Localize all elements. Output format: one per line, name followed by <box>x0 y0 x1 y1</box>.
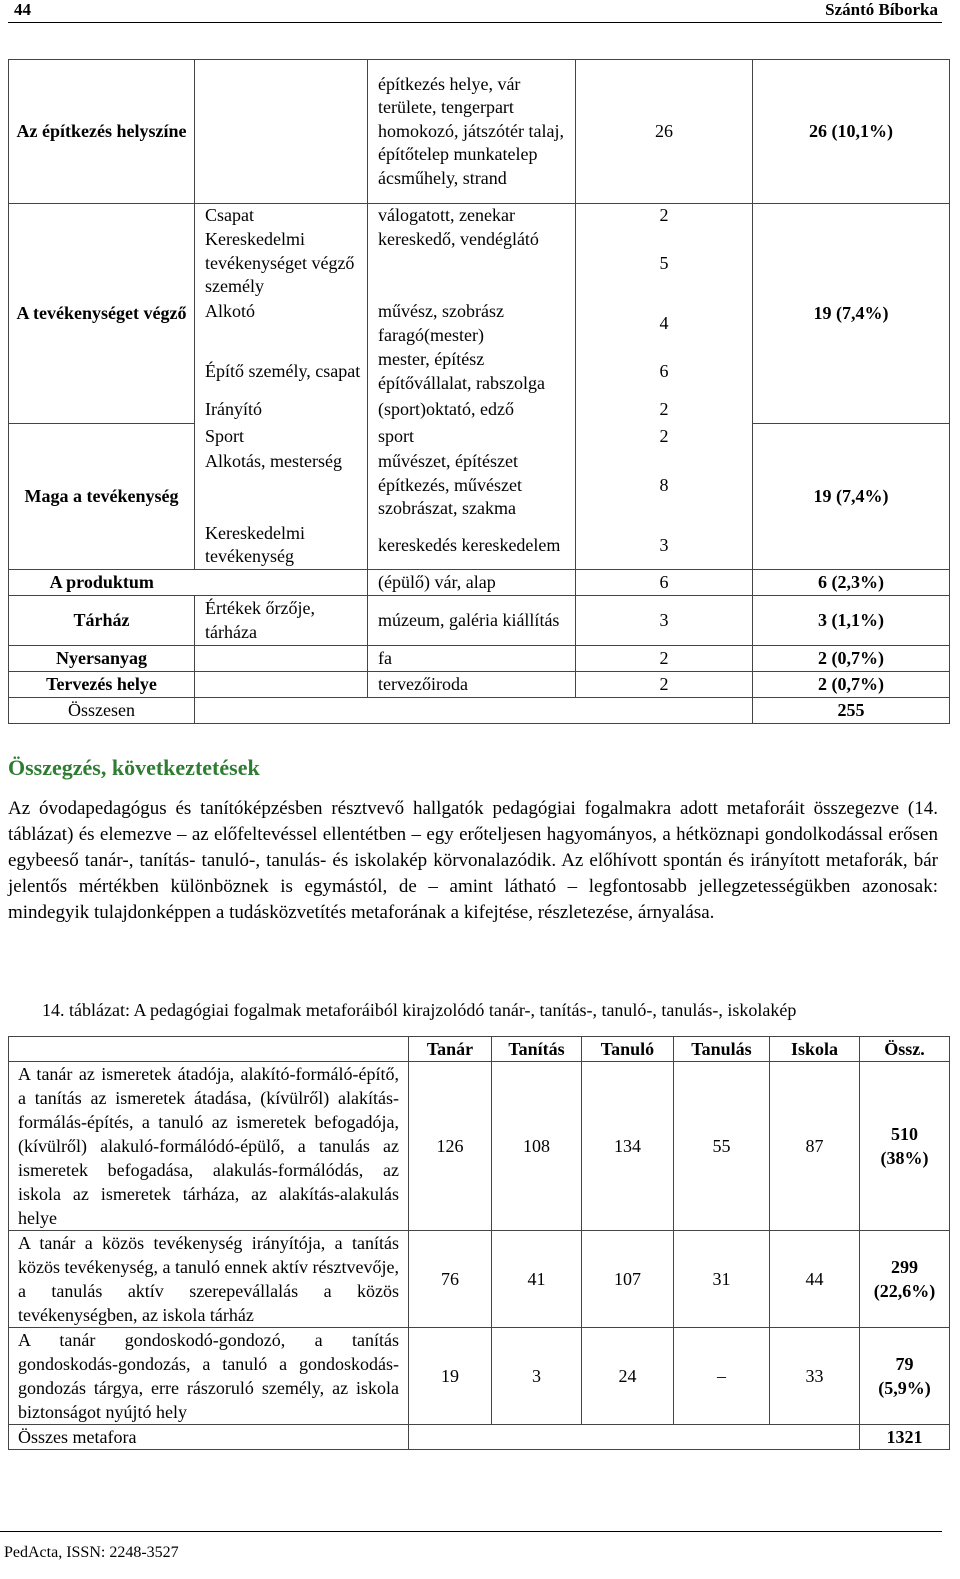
sum-percent: (38%) <box>880 1148 929 1168</box>
total-cell: 19 (7,4%) <box>753 204 950 424</box>
category-cell: Az építkezés helyszíne <box>9 60 195 204</box>
examples-cell: tervezőiroda <box>368 672 576 698</box>
sum-label: Összesen <box>9 698 195 724</box>
count-cell: 2 <box>576 424 753 450</box>
examples-cell: kereskedő, vendéglátó <box>368 228 576 300</box>
examples-cell: mester, építész építővállalat, rabszolga <box>368 348 576 396</box>
count-cell: 4 <box>576 300 753 348</box>
value-cell: – <box>674 1328 770 1425</box>
table-row <box>9 1231 950 1328</box>
category-cell: Maga a tevékenység <box>9 424 195 570</box>
table-row <box>9 672 950 698</box>
table-row <box>9 424 950 450</box>
subcategory-cell <box>195 672 368 698</box>
table-row <box>9 204 950 228</box>
category-cell: A produktum <box>9 570 195 596</box>
subcategory-cell: Csapat <box>195 204 368 228</box>
sum-value: 79 <box>895 1354 914 1374</box>
subcategory-cell <box>195 60 368 204</box>
total-cell: 19 (7,4%) <box>753 424 950 570</box>
sum-percent: (5,9%) <box>878 1378 931 1398</box>
subcategory-cell: Alkotó <box>195 300 368 348</box>
value-cell: 24 <box>582 1328 674 1425</box>
category-cell: Tervezés helye <box>9 672 195 698</box>
sum-cell <box>860 1062 950 1231</box>
table-row <box>9 596 950 646</box>
value-cell: 44 <box>770 1231 860 1328</box>
page-number: 44 <box>14 0 31 19</box>
footer-text: PedActa, ISSN: 2248-3527 <box>4 1544 179 1561</box>
header-tanar: Tanár <box>409 1037 492 1062</box>
total-cell: 2 (0,7%) <box>753 646 950 672</box>
header-ossz: Össz. <box>860 1037 950 1062</box>
value-cell: 41 <box>492 1231 582 1328</box>
category-cell: Nyersanyag <box>9 646 195 672</box>
value-cell: 19 <box>409 1328 492 1425</box>
examples-cell: művészet, építészet építkezés, művészet szobrászat, szakma <box>368 450 576 522</box>
count-cell: 3 <box>576 522 753 570</box>
total-cell: 2 (0,7%) <box>753 672 950 698</box>
header-tanitas: Tanítás <box>492 1037 582 1062</box>
metaphor-category-table <box>8 59 950 724</box>
count-cell: 2 <box>576 672 753 698</box>
total-label: Összes metafora <box>9 1425 409 1450</box>
total-value: 1321 <box>860 1425 950 1450</box>
subcategory-cell: Alkotás, mesterség <box>195 450 368 522</box>
value-cell: 108 <box>492 1062 582 1231</box>
sum-value: 299 <box>891 1257 918 1277</box>
row-description: A tanár az ismeretek átadója, alakító-formáló-építő, a tanítás az ismeretek átadása, (kívülről) alakítás-formálás-építés, a tanuló az ismeretek befogadója, (kívülről) alakuló-formálódó-épülő, a tanulás az ismeretek befogadása, alakulás-formálódás, az iskola az ismeretek tárháza, az alakítás-alakulás helye <box>9 1062 409 1231</box>
table-row <box>9 646 950 672</box>
table-row <box>9 570 950 596</box>
value-cell: 55 <box>674 1062 770 1231</box>
subcategory-cell: Építő személy, csapat <box>195 348 368 396</box>
table-row-total <box>9 1425 950 1450</box>
sum-percent: (22,6%) <box>873 1281 936 1301</box>
subcategory-cell: Irányító <box>195 396 368 424</box>
page-header <box>8 0 942 23</box>
value-cell: 107 <box>582 1231 674 1328</box>
table-caption: 14. táblázat: A pedagógiai fogalmak metaforáiból kirajzolódó tanár-, tanítás-, tanuló-, tanulás-, iskolakép <box>42 1000 797 1020</box>
value-cell: 126 <box>409 1062 492 1231</box>
sum-cell <box>860 1328 950 1425</box>
header-row <box>9 1037 950 1062</box>
examples-cell: válogatott, zenekar <box>368 204 576 228</box>
header-tanulas: Tanulás <box>674 1037 770 1062</box>
subcategory-cell: Kereskedelmi tevékenységet végző személy <box>195 228 368 300</box>
count-cell: 2 <box>576 396 753 424</box>
category-cell: Tárház <box>9 596 195 646</box>
examples-cell: fa <box>368 646 576 672</box>
total-cell: 6 (2,3%) <box>753 570 950 596</box>
row-description: A tanár gondoskodó-gondozó, a tanítás gondoskodás-gondozás, a tanuló a gondoskodás-gondozás tárgya, erre rászoruló személy, az iskola biztonságot nyújtó hely <box>9 1328 409 1425</box>
table-row-total <box>9 698 950 724</box>
examples-cell: (épülő) vár, alap <box>368 570 576 596</box>
total-cell: 3 (1,1%) <box>753 596 950 646</box>
summary-paragraph: Az óvodapedagógus és tanítóképzésben résztvevő hallgatók pedagógiai fogalmakra adott metaforáit összegezve (14. táblázat) és elemezve – az előfeltevéssel ellentétben – egy erőteljesen hagyományos, a hétköznapi gondolkodással erősen egybeeső tanár-, tanítás- tanuló-, tanulás- és iskolakép körvonalazódik. Az előhívott spontán és irányított metaforák, bár jelentős mértékben különböznek is egymástól, de – amint látható – legfontosabb jellegzetességükben azonosak: mindegyik tulajdonképpen a tudásközvetítés metaforának a kifejtése, részletezése, árnyalása. <box>8 798 938 923</box>
subcategory-cell: Sport <box>195 424 368 450</box>
sum-value: 255 <box>753 698 950 724</box>
count-cell: 2 <box>576 646 753 672</box>
count-cell: 26 <box>576 60 753 204</box>
subcategory-cell: Kereskedelmi tevékenység <box>195 522 368 570</box>
examples-cell: művész, szobrász faragó(mester) <box>368 300 576 348</box>
examples-cell: (sport)oktató, edző <box>368 396 576 424</box>
page-footer <box>0 1531 942 1561</box>
header-tanulo: Tanuló <box>582 1037 674 1062</box>
total-spacer <box>409 1425 860 1450</box>
value-cell: 33 <box>770 1328 860 1425</box>
header-blank <box>9 1037 409 1062</box>
examples-cell: építkezés helye, vár területe, tengerpart homokozó, játszótér talaj, építőtelep munkatelep ácsműhely, strand <box>368 60 576 204</box>
subcategory-cell <box>195 570 368 596</box>
section-heading: Összegzés, következtetések <box>8 755 260 780</box>
value-cell: 134 <box>582 1062 674 1231</box>
table-row <box>9 1328 950 1425</box>
sum-value: 510 <box>891 1124 918 1144</box>
count-cell: 8 <box>576 450 753 522</box>
value-cell: 87 <box>770 1062 860 1231</box>
value-cell: 31 <box>674 1231 770 1328</box>
sum-spacer <box>195 698 753 724</box>
table-row <box>9 60 950 204</box>
header-iskola: Iskola <box>770 1037 860 1062</box>
metaphor-summary-table <box>8 1036 950 1450</box>
subcategory-cell: Értékek őrzője, tárháza <box>195 596 368 646</box>
table-row <box>9 1062 950 1231</box>
examples-cell: kereskedés kereskedelem <box>368 522 576 570</box>
count-cell: 5 <box>576 228 753 300</box>
category-cell: A tevékenységet végző <box>9 204 195 424</box>
count-cell: 3 <box>576 596 753 646</box>
count-cell: 2 <box>576 204 753 228</box>
sum-cell <box>860 1231 950 1328</box>
examples-cell: sport <box>368 424 576 450</box>
row-description: A tanár a közös tevékenység irányítója, a tanítás közös tevékenység, a tanuló ennek aktív résztvevője, a tanulás aktív szerepevállalás a közös tevékenységben, az iskola tárház <box>9 1231 409 1328</box>
author-name: Szántó Bíborka <box>825 0 938 19</box>
subcategory-cell <box>195 646 368 672</box>
value-cell: 3 <box>492 1328 582 1425</box>
total-cell: 26 (10,1%) <box>753 60 950 204</box>
value-cell: 76 <box>409 1231 492 1328</box>
count-cell: 6 <box>576 348 753 396</box>
examples-cell: múzeum, galéria kiállítás <box>368 596 576 646</box>
count-cell: 6 <box>576 570 753 596</box>
